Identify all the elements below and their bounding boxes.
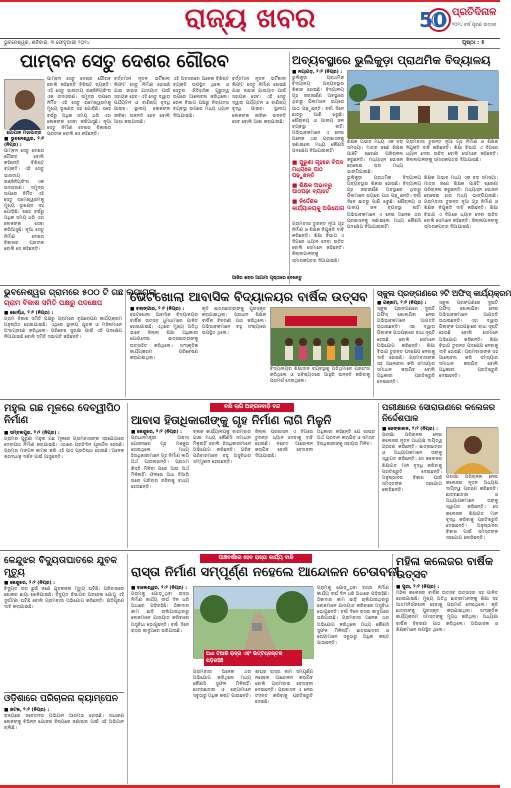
story10-dateline: ■ କେନ୍ଦୁଝର, ୨।୨ (ନିପ୍ର) : [4, 581, 56, 586]
story7-para3: ଜିଲ୍ଲା ପ୍ରଶାସନ ଏ ଦିଗରେ ତୁରନ୍ତ ଧ୍ୟାନ ଦେବାକୁ ଦାବି ହୋଇଛି। ନଚେତ ଆନ୍ଦୋଳନ କରାଯିବ ବୋଲି ଚେତାବନୀ ଦିଆଯାଇଛି। [255, 430, 313, 460]
section-title: ରାଜ୍ୟ ଖବର [184, 3, 316, 34]
story2-para1: ଭୁଲିକୁଡ଼ା ପ୍ରାଥମିକ ବିଦ୍ୟାଳୟ ଅବ୍ୟବସ୍ଥାର ଶିକାର ହୋଇଛି। ବିଦ୍ୟାଳୟ ଗୃହ ଜରାଜୀର୍ଣ୍ଣ ଅବସ୍ଥାରେ ଥିବାରୁ ପିଲାମାନେ ଭୟରେ ପାଠ ପଢ଼ୁଛନ୍ତି। ବର୍ଷା ଦିନେ ଛାତରୁ ପାଣି ଝରୁଛି। ଶୌଚାଳୟ ଓ ପାନୀୟ ଜଳ ବ୍ୟବସ୍ଥା ନାହିଁ। ଅଭିଭାବକମାନେ ଏ ନେଇ ଅନେକ ଥର ପ୍ରଶାସନକୁ ଜଣାଇଲେ ମଧ୍ୟ କୌଣସି ପଦକ୍ଷେପ ନିଆଯାଇନାହିଁ। [292, 76, 344, 155]
story8-dateline: ■ ଢେଙ୍କାନାଳ, ୨।୨ (ନିପ୍ର) : [382, 427, 438, 432]
column-divider-3 [373, 289, 374, 397]
story7-col4 [317, 430, 375, 546]
story1-portrait [4, 79, 44, 129]
paper-name: ପ୍ରତିଦିନାଳ [452, 7, 497, 18]
story4-col3 [270, 367, 370, 395]
story2-col6 [292, 222, 344, 282]
story5-col1 [377, 301, 435, 397]
story4-headline: ଭେଟଖୋଲା ଆବାସିକ ବିଦ୍ୟାଳୟର ବାର୍ଷିକ ଉତ୍ସବ [130, 289, 368, 304]
paper-tagline: ୨୦୨୪ ବର୍ଷ ପୂରଣ ଉତ୍ସବ [452, 23, 497, 28]
story3-body [4, 311, 122, 395]
story2-bullet-3: ■ ନିର୍ଦ୍ଦେଶକ କାର୍ଯ୍ୟାଳୟକୁ ଅଭିଯୋଗ [292, 198, 345, 212]
story3-subhead: ଗ୍ରାମ ବିକାଶ ସମିତି ପକ୍ଷରୁ ପଦକ୍ଷେପ [4, 299, 103, 307]
page-label: ପୃଷ୍ଠା : ୫ [462, 40, 485, 46]
story12-headline-wrap [396, 555, 498, 581]
story2-para3: ଗ୍ରାମବାସୀ ତୁରନ୍ତ ନୂଆ ଗୃହ ନିର୍ମାଣ ଓ ଶିକ୍ଷକ ନିଯୁକ୍ତି ଦାବି କରିଛନ୍ତି। ଶିକ୍ଷା ବିଭାଗ ଏ ଦିଗରେ ଧ୍ୟାନ ଦେବା ଉଚିତ ବୋଲି ସେମାନେ କହିଛନ୍ତି। ଜିଲ୍ଲାପାଳଙ୍କୁ ସ୍ମାରକପତ୍ର ଦିଆଯାଇଛି। [406, 140, 498, 164]
story2-para3b: ଗ୍ରାମବାସୀ ତୁରନ୍ତ ନୂଆ ଗୃହ ନିର୍ମାଣ ଓ ଶିକ୍ଷକ ନିଯୁକ୍ତି ଦାବି କରିଛନ୍ତି। ଶିକ୍ଷା ବିଭାଗ ଏ ଦିଗରେ ଧ୍ୟାନ ଦେବା ଉଚିତ ବୋଲି ସେମାନେ କହିଛନ୍ତି। ଜିଲ୍ଲାପାଳଙ୍କୁ ସ୍ମାରକପତ୍ର ଦିଆଯାଇଛି। [424, 200, 498, 230]
story9-para2: ଗ୍ରାମବାସୀ ଅନେକ ଥର ଅଭିଯୋଗ କରିଥିଲେ ମଧ୍ୟ କୌଣସି ସୁଫଳ ମିଳିନାହିଁ। ଛାତ୍ରଛାତ୍ରୀ ଓ ରୋଗୀମାନେ ସବୁଠାରୁ ଅଧିକ କଷ୍ଟ ପାଉଛନ୍ତି। [193, 670, 251, 700]
story7-para4: ଅଧିକାରୀ କହିଛନ୍ତି ଯେ ଶୀଘ୍ର ଅର୍ଥ ପ୍ରଦାନ କରାଯିବ ଓ ସମସ୍ତ ହିତାଧିକାରୀଙ୍କୁ ସହାୟତା ମିଳିବ। [317, 430, 375, 448]
story1-para2b: ବର୍ତ୍ତମାନ ନୂତନ ଭର୍ଟିକାଲ ଲିଫ୍ଟ ସେତୁ ନିର୍ମାଣ ହୋଇଛି ଯାହା ଜାହାଜ ଯାତାୟାତ ପାଇଁ ସହାୟକ ହେବ। ଏହି ସେତୁ ଦ୍ୱାରା ପର୍ଯ୍ୟଟନ ଓ ବାଣିଜ୍ୟ ବୃଦ୍ଧି ପାଇବ। ସ୍ଥାନୀୟ ଲୋକଙ୍କ ଜୀବିକା ଉନ୍ନତି ହେବ ବୋଲି ଆଶା କରାଯାଉଛି। [232, 77, 286, 125]
story2-dateline: ■ ନୟାଗଡ଼, ୨।୨ (ନିପ୍ର) : [292, 70, 343, 75]
story4-col1 [130, 307, 198, 395]
story2-headline: ଅବ୍ୟବସ୍ଥାରେ ଭୁଲିକୁଡ଼ା ପ୍ରାଥମିକ ବିଦ୍ୟାଳୟ [292, 53, 491, 67]
story7-para1: ପ୍ରଧାନମନ୍ତ୍ରୀ ଆବାସ ଯୋଜନାରେ ଗୃହ ମଞ୍ଜୁର ହୋଇଥିଲେ ମଧ୍ୟ ହିତାଧିକାରୀମାନେ ଗୃହ ନିର୍ମାଣ ଲାଗି ଅର୍ଥ ପାଉନାହାନ୍ତି। ପ୍ରଥମ କିସ୍ତି ମିଳିବା ପରେ ଆଉ ଅର୍ଥ ମିଳିନାହିଁ। ଫଳରେ ଅଧା ତିଆରି ଘରେ ପରିବାର ରହିବାକୁ ବାଧ୍ୟ ହେଉଛନ୍ତି। [131, 436, 189, 490]
story2-col5 [424, 176, 498, 282]
story9-photo-caption: ଅଧା ତିଆରି ରାସ୍ତା ଏବଂ ଭିତ୍ତିପ୍ରସ୍ତର ପଡ଼ିରହିଛି [206, 651, 283, 664]
annual-function-photo-icon [271, 308, 371, 366]
story9-kicker: ପାଞ୍ଚବର୍ଷରେ ହେବ ରାସ୍ତା କାର୍ଯ୍ୟ ବାକି [218, 555, 294, 561]
story8-portrait [446, 427, 498, 473]
story7-col2 [193, 430, 251, 546]
story2-bullet-box [292, 160, 346, 220]
story4-para3: ବିଦ୍ୟାଳୟର ଶିକ୍ଷାଦାନ ବ୍ୟବସ୍ଥାକୁ ଅତିଥିମାନେ ପ୍ରଶଂସା କରିଥିଲେ ଓ ଭବିଷ୍ୟତରେ ଆହୁରି ଉନ୍ନତି କରିବାକୁ ପରାମର୍ଶ ଦେଇଥିଲେ। [270, 367, 370, 385]
anniversary-number: 50 [419, 8, 447, 32]
story1-para3: ଏହି ଅବସରରେ ଅନେକ ବିଶିଷ୍ଟ ବ୍ୟକ୍ତି ଉପସ୍ଥିତ ଥିଲେ ଓ ସେତୁର ଐତିହାସିକ ଗୁରୁତ୍ୱ ଉପରେ ଆଲୋଚନା କରିଥିଲେ। ରେଳ ବିଭାଗ ପକ୍ଷରୁ ନିରାପତ୍ତା ବ୍ୟବସ୍ଥା ଉପରେ ମଧ୍ୟ ଧ୍ୟାନ ଦିଆଯାଇଛି। [173, 77, 229, 119]
story8-headline-wrap [382, 403, 498, 424]
story8-para: ପରୀକ୍ଷା ପରିଚାଳନା ନେଇ କଲେଜର ନୂତନ ଅଧ୍ୟକ୍ଷ ଦାୟିତ୍ୱ ଗ୍ରହଣ କରିଛନ୍ତି। ଛାତ୍ରଛାତ୍ରୀ ଓ ଅଧ୍ୟାପକମାନେ ତାଙ୍କୁ ସ୍ୱାଗତ କରିଛନ୍ତି। ସେ କଲେଜର ଶିକ୍ଷାଗତ ମାନ ବୃଦ୍ଧି କରିବାକୁ ପ୍ରତିଶ୍ରୁତି ଦେଇଛନ୍ତି। ଅନୁଷ୍ଠାନର ବିକାଶ ପାଇଁ ସମସ୍ତଙ୍କ ସହଯୋଗ ଲୋଡ଼ିଛନ୍ତି। [382, 433, 442, 493]
story4-para2: କୃତି ଛାତ୍ରଛାତ୍ରୀଙ୍କୁ ପୁରସ୍କୃତ କରାଯାଇଥିଲା। ପ୍ରଧାନ ଶିକ୍ଷକ ବାର୍ଷିକ ବିବରଣୀ ପାଠ କରିଥିଲେ। ଅଭିଭାବକମାନେ ବହୁ ସଂଖ୍ୟାରେ ଉପସ୍ଥିତ ଥିଲେ। [202, 307, 266, 337]
story2-para1b: ଭୁଲିକୁଡ଼ା ପ୍ରାଥମିକ ବିଦ୍ୟାଳୟ ଅବ୍ୟବସ୍ଥାର ଶିକାର ହୋଇଛି। ବିଦ୍ୟାଳୟ ଗୃହ ଜରାଜୀର୍ଣ୍ଣ ଅବସ୍ଥାରେ ଥିବାରୁ ପିଲାମାନେ ଭୟରେ ପାଠ ପଢ଼ୁଛନ୍ତି। ବର୍ଷା ଦିନେ ଛାତରୁ ପାଣି ଝରୁଛି। ଶୌଚାଳୟ ଓ ପାନୀୟ ଜଳ ବ୍ୟବସ୍ଥା ନାହିଁ। ଅଭିଭାବକମାନେ ଏ ନେଇ ଅନେକ ଥର ପ୍ରଶାସନକୁ ଜଣାଇଲେ ମଧ୍ୟ କୌଣସି ପଦକ୍ଷେପ ନିଆଯାଇନାହିଁ। [347, 176, 421, 230]
story10-headline: କେନ୍ଦୁଝର ବିଦ୍ୟୁତାଘାତରେ ଯୁବକ ମୃତ୍ୟୁ [4, 555, 118, 578]
column-divider-6 [127, 554, 128, 784]
story1-col2 [47, 77, 111, 281]
story7-kicker-box [210, 403, 294, 412]
story7-col1 [131, 430, 189, 546]
story3-dateline: ■ ଖୋର୍ଦ୍ଧା, ୨।୨ (ନିପ୍ର) : [4, 311, 54, 316]
story2-col4 [347, 176, 421, 282]
story6-dateline: ■ ସମ୍ବଲପୁର, ୨।୨ (ନିପ୍ର) : [4, 431, 60, 436]
story8-col2 [446, 475, 498, 547]
school-building-photo-icon [348, 71, 499, 139]
story8-para-b: ପରୀକ୍ଷା ପରିଚାଳନା ନେଇ କଲେଜର ନୂତନ ଅଧ୍ୟକ୍ଷ ଦାୟିତ୍ୱ ଗ୍ରହଣ କରିଛନ୍ତି। ଛାତ୍ରଛାତ୍ରୀ ଓ ଅଧ୍ୟାପକମାନେ ତାଙ୍କୁ ସ୍ୱାଗତ କରିଛନ୍ତି। ସେ କଲେଜର ଶିକ୍ଷାଗତ ମାନ ବୃଦ୍ଧି କରିବାକୁ ପ୍ରତିଶ୍ରୁତି ଦେଇଛନ୍ତି। ଅନୁଷ୍ଠାନର ବିକାଶ ପାଇଁ ସମସ୍ତଙ୍କ ସହଯୋଗ ଲୋଡ଼ିଛନ୍ତି। [446, 475, 498, 541]
story9-para2b: ଗ୍ରାମବାସୀ ଅନେକ ଥର ଅଭିଯୋଗ କରିଥିଲେ ମଧ୍ୟ କୌଣସି ସୁଫଳ ମିଳିନାହିଁ। ଛାତ୍ରଛାତ୍ରୀ ଓ ରୋଗୀମାନେ ସବୁଠାରୁ ଅଧିକ କଷ୍ଟ ପାଉଛନ୍ତି। [317, 616, 389, 646]
story8-headline: ପରୀକ୍ଷାରେ ସୋରାଉଣରେ କଲେଜର ନିର୍ଦ୍ଦେଶପାଳ [382, 403, 496, 424]
story9-headline: ରାସ୍ତା ନିର୍ମାଣ ସମ୍ପୂର୍ଣ୍ଣ ନହେଲେ ଆନ୍ଦୋଳନ ଚେତାବନୀ [131, 565, 400, 580]
story9-dateline: ■ ବାଲେଶ୍ୱର, ୨।୨ (ନିପ୍ର) : [131, 586, 188, 591]
story7-dateline: ■ କେନ୍ଦୁଝର, ୨।୨ (ନିପ୍ର) : [131, 430, 183, 435]
story5-headline: ସ୍କୁଲ ପ୍ରଙ୍ଗଣରେ ୨ଟି ଅଫିସ୍ କାର୍ଯ୍ୟକ୍ରମ [377, 289, 511, 298]
story10-body [4, 581, 124, 689]
story1-col3 [114, 77, 170, 281]
column-divider-5 [378, 403, 379, 548]
story11-para: ରାଜ୍ୟରେ ସଚେତନତା ଅଭିଯାନ ଆରମ୍ଭ ହୋଇଛି। ସାଧାରଣ ଲୋକଙ୍କୁ ବିଭିନ୍ନ ଯୋଜନା ବିଷୟରେ ଜଣାଇବା ପାଇଁ ଏହି ଅଭିଯାନ ଚାଲିଛି। [4, 714, 124, 732]
story1-headline: ପାମ୍ବନ ସେତୁ ଦେଶର ଗୌରବ [20, 51, 229, 72]
story4-para1: ଭେଟଖୋଲା ଆବାସିକ ବିଦ୍ୟାଳୟର ବାର୍ଷିକ ଉତ୍ସବ ଧୁମଧାମରେ ପାଳିତ ହୋଇଯାଇଛି। ଏଥିରେ ମୁଖ୍ୟ ଅତିଥି ଭାବେ ଜିଲ୍ଲା ଶିକ୍ଷା ଅଧିକାରୀ ଯୋଗଦେଇ ଛାତ୍ରଛାତ୍ରୀଙ୍କୁ ଉତ୍ସାହିତ କରିଥିଲେ। ସାଂସ୍କୃତିକ କାର୍ଯ୍ୟକ୍ରମ ପରିବେଷଣ କରାଯାଇଥିଲା। [130, 313, 198, 361]
story2-bullet-2: ■ ଶିକ୍ଷକ ଅଭାବରୁ ପାଠପଢ଼ା ବ୍ୟାହତ [292, 182, 333, 196]
story7-headline: ଆବାସ ହିତାଧିକାରୀଙ୍କୁ ଗୃହ ନିର୍ମାଣ ଲାଗି ମିଳୁନି [131, 413, 332, 427]
story9-col1 [131, 586, 189, 782]
story11-body [4, 708, 124, 782]
story2-para2b: ଶିକ୍ଷକ ଅଭାବ ମଧ୍ୟ ଏକ ବଡ଼ ସମସ୍ୟା। ମାତ୍ର ଜଣେ ଶିକ୍ଷକ ପାଞ୍ଚଟି ଶ୍ରେଣୀ ପରିଚାଳନା କରୁଛନ୍ତି। ମଧ୍ୟାହ୍ନ ଭୋଜନ ରୋଷେଇ ଘର ମଧ୍ୟ ଭାଙ୍ଗିଯାଇଛି। [424, 176, 498, 200]
story7-col3 [255, 430, 313, 546]
story9-kicker-box [200, 554, 312, 563]
story7-para2: ବ୍ଲକ କାର୍ଯ୍ୟାଳୟକୁ ବାରମ୍ବାର ଯାଇ ମଧ୍ୟ କୌଣସି ସମାଧାନ ମିଳୁନାହିଁ ବୋଲି ହିତାଧିକାରୀମାନେ ଅଭିଯୋଗ କରିଛନ୍ତି। ଗରିବ ପରିବାରମାନେ ବହୁ ଅସୁବିଧାର ସମ୍ମୁଖୀନ ହେଉଛନ୍ତି। [193, 430, 251, 466]
story3-headline: ଭୁବନେଶ୍ୱର ଗ୍ରାମରେ ୫୦୦ ଟି ଗଛ ଲଗାଗଲା [4, 288, 157, 298]
story9-para1: ଗ୍ରାମକୁ ଯୋଡ଼ୁଥିବା ରାସ୍ତା ନିର୍ମାଣ କାର୍ଯ୍ୟ ଦୀର୍ଘ ଦିନ ଧରି ଅଧାରେ ପଡ଼ିରହିଛି। ଠିକାଦାର କାମ ଛାଡ଼ି ଚାଲିଯାଇଥିବାରୁ ଲୋକମାନେ ଯାତାୟାତ କରିବାରେ ଅସୁବିଧା ଭୋଗୁଛନ୍ତି। ବର୍ଷା ଦିନେ ରାସ୍ତା କାଦୁଅରେ ଭରିଯାଉଛି। [131, 592, 189, 634]
date-line: ଭୁବନେଶ୍ୱର, ଶନିବାର, ୩ ଫେବୃଆରୀ ୨୦୨୪ [4, 40, 90, 46]
story5-para: ସ୍କୁଲ ପ୍ରଙ୍ଗଣରେ ଦୁଇଟି ଅଫିସ୍ ଖୋଲାଯିବା ନେଇ ଅଭିଭାବକମାନେ ଆପତ୍ତି ଉଠାଇଛନ୍ତି। ଏହା ଦ୍ୱାରା ପିଲାଙ୍କ ପାଠପଢ଼ାରେ ବାଧା ସୃଷ୍ଟି ହେଉଛି ବୋଲି ସେମାନେ ଅଭିଯୋଗ କରିଛନ୍ତି। ଶିକ୍ଷା ବିଭାଗ ତୁରନ୍ତ ପଦକ୍ଷେପ ନେବାକୁ ଦାବି ହୋଇଛି। ଗ୍ରାମବାସୀଙ୍କ ସହ ଆଲୋଚନା କରି ସମସ୍ୟାର ସମାଧାନ କରାଯିବ ବୋଲି ଅଧିକାରୀ ପ୍ରତିଶ୍ରୁତି ଦେଇଛନ୍ତି। [377, 307, 435, 386]
story9-caption-box [204, 650, 302, 666]
story9-para3: ଶୀଘ୍ର ରାସ୍ତା କାମ ସମ୍ପୂର୍ଣ୍ଣ ନହେଲେ ଆନ୍ଦୋଳନ କରାଯିବ ବୋଲି ଗ୍ରାମବାସୀ ଚେତାବନୀ ଦେଇଛନ୍ତି। ପ୍ରଶାସନ ଏ ନେଇ ତଦନ୍ତ କରିବାକୁ ପ୍ରତିଶ୍ରୁତି ଦେଇଛି। [255, 670, 313, 706]
story5-dateline: ■ ଗଞ୍ଜାମ, ୨।୨ (ନିପ୍ର) : [377, 301, 427, 306]
story4-dateline: ■ ବଲାଙ୍ଗୀର, ୨।୨ (ନିପ୍ର) : [130, 307, 185, 312]
story11-headline: ଓଡ଼ିଶାରେ ପରିଚାଳନା କ୍ୟାମ୍ପେନ [4, 694, 118, 704]
story1-col1 [4, 137, 44, 281]
column-divider-4 [127, 403, 128, 548]
story9-col4 [317, 586, 389, 782]
story1-col4 [173, 77, 229, 281]
story10-para: ବିଦ୍ୟୁତ ତାର ଛୁଇଁ ଜଣେ ଯୁବକଙ୍କ ମୃତ୍ୟୁ ଘଟିଛି। ପରିବାରରେ ଶୋକର ଛାୟା ଖେଳିଯାଇଛି। ବିଦ୍ୟୁତ ବିଭାଗର ଅବହେଳା ଯୋଗୁ ଏହି ଦୁର୍ଘଟଣା ଘଟିଛି ବୋଲି ଗ୍ରାମବାସୀ ଅଭିଯୋଗ କରିଛନ୍ତି। କ୍ଷତିପୂରଣ ଦାବି କରାଯାଇଛି। [4, 587, 124, 611]
story3-para: ଗ୍ରାମ ବିକାଶ ସମିତି ପକ୍ଷରୁ ଗ୍ରାମରେ ବୃକ୍ଷରୋପଣ କାର୍ଯ୍ୟକ୍ରମ ଅନୁଷ୍ଠିତ ହୋଇଯାଇଛି। ଏଥିରେ ସ୍ଥାନୀୟ ଯୁବକ ଓ ମହିଳାମାନେ ଅଂଶଗ୍ରହଣ କରିଥିଲେ। ପରିବେଶ ସୁରକ୍ଷା ପାଇଁ ଏହି ପଦକ୍ଷେପ ନିଆଯାଇଛି ବୋଲି ସମିତି ସଭାପତି କହିଛନ୍ତି। [4, 317, 122, 341]
principal-portrait-icon [447, 428, 499, 474]
story9-para1b: ଗ୍ରାମକୁ ଯୋଡ଼ୁଥିବା ରାସ୍ତା ନିର୍ମାଣ କାର୍ଯ୍ୟ ଦୀର୍ଘ ଦିନ ଧରି ଅଧାରେ ପଡ଼ିରହିଛି। ଠିକାଦାର କାମ ଛାଡ଼ି ଚାଲିଯାଇଥିବାରୁ ଲୋକମାନେ ଯାତାୟାତ କରିବାରେ ଅସୁବିଧା ଭୋଗୁଛନ୍ତି। ବର୍ଷା ଦିନେ ରାସ୍ତା କାଦୁଅରେ ଭରିଯାଉଛି। [317, 586, 389, 622]
story9-road-photo [193, 586, 313, 658]
section-divider-2 [0, 399, 500, 400]
masthead-divider [0, 38, 500, 39]
story2-col1 [292, 70, 344, 156]
story10-divider [4, 692, 124, 693]
story12-para: ମହିଳା କଲେଜର ବାର୍ଷିକ ଉତ୍ସବ ଉତ୍ସାହର ସହ ପାଳିତ ହୋଇଯାଇଛି। ମୁଖ୍ୟ ଅତିଥି ଛାତ୍ରୀମାନଙ୍କୁ ଶିକ୍ଷା ସହ ଆତ୍ମନିର୍ଭରଶୀଳ ହେବାକୁ ପରାମର୍ଶ ଦେଇଥିଲେ। କୃତି ଛାତ୍ରୀଙ୍କୁ ପୁରସ୍କୃତ କରାଯାଇଥିଲା। ସାଂସ୍କୃତିକ କାର୍ଯ୍ୟକ୍ରମ ସମସ୍ତଙ୍କୁ ମୁଗ୍ଧ କରିଥିଲା। ଅଧ୍ୟକ୍ଷା ବାର୍ଷିକ ବିବରଣୀ ପାଠ କରିଥିଲେ। ଅଭିଭାବକ ଓ ଶିକ୍ଷକମାନେ ଉପସ୍ଥିତ ଥିଲେ। [396, 591, 498, 633]
story12-headline: ମହିଳା କଲେଜର ବାର୍ଷିକ ଉତ୍ସବ [396, 555, 494, 581]
story2-bullet-1: ■ ପୁରୁଣା ଗୃହରେ ବିପଦ ମଧ୍ୟରେ ପାଠ ପଢ଼ୁଛନ୍ତି [292, 160, 344, 180]
story1-para1: ପାମ୍ବନ ସେତୁ ଦେଶର ଗୌରବ ବୋଲି କହିଛନ୍ତି ବିଶିଷ୍ଟ ବ୍ୟକ୍ତି। ଏହି ସେତୁ ଭାରତୀୟ ଇଞ୍ଜିନିୟରିଂର ଏକ ଉଦାହରଣ। ସମୁଦ୍ର ଉପରେ ନିର୍ମିତ ଏହି ସେତୁ ରାମେଶ୍ୱରମକୁ ମୁଖ୍ୟ ଭୂଖଣ୍ଡ ସହ ଯୋଡ଼ିଛି। ଶହେ ବର୍ଷରୁ ଅଧିକ ସମୟ ଧରି ଏହା ଲୋକଙ୍କ ସେବା କରିଆସୁଛି। ନୂଆ ସେତୁ ନିର୍ମାଣ ଦେଶର ବିକାଶର ପ୍ରତୀକ ବୋଲି ସେ କହିଛନ୍ତି। [4, 149, 44, 252]
road-construction-photo-icon [194, 587, 314, 659]
story9-col3 [255, 670, 313, 782]
story2-para3c: ଗ୍ରାମବାସୀ ତୁରନ୍ତ ନୂଆ ଗୃହ ନିର୍ମାଣ ଓ ଶିକ୍ଷକ ନିଯୁକ୍ତି ଦାବି କରିଛନ୍ତି। ଶିକ୍ଷା ବିଭାଗ ଏ ଦିଗରେ ଧ୍ୟାନ ଦେବା ଉଚିତ ବୋଲି ସେମାନେ କହିଛନ୍ତି। ଜିଲ୍ଲାପାଳଙ୍କୁ ସ୍ମାରକପତ୍ର ଦିଆଯାଇଛି। [292, 222, 344, 264]
story12-body [396, 585, 498, 782]
story5-para-b: ସ୍କୁଲ ପ୍ରଙ୍ଗଣରେ ଦୁଇଟି ଅଫିସ୍ ଖୋଲାଯିବା ନେଇ ଅଭିଭାବକମାନେ ଆପତ୍ତି ଉଠାଇଛନ୍ତି। ଏହା ଦ୍ୱାରା ପିଲାଙ୍କ ପାଠପଢ଼ାରେ ବାଧା ସୃଷ୍ଟି ହେଉଛି ବୋଲି ସେମାନେ ଅଭିଯୋଗ କରିଛନ୍ତି। ଶିକ୍ଷା ବିଭାଗ ତୁରନ୍ତ ପଦକ୍ଷେପ ନେବାକୁ ଦାବି ହୋଇଛି। ଗ୍ରାମବାସୀଙ୍କ ସହ ଆଲୋଚନା କରି ସମସ୍ୟାର ସମାଧାନ କରାଯିବ ବୋଲି ଅଧିକାରୀ ପ୍ରତିଶ୍ରୁତି ଦେଇଛନ୍ତି। [439, 301, 498, 380]
story1-para2: ବର୍ତ୍ତମାନ ନୂତନ ଭର୍ଟିକାଲ ଲିଫ୍ଟ ସେତୁ ନିର୍ମାଣ ହୋଇଛି ଯାହା ଜାହାଜ ଯାତାୟାତ ପାଇଁ ସହାୟକ ହେବ। ଏହି ସେତୁ ଦ୍ୱାରା ପର୍ଯ୍ୟଟନ ଓ ବାଣିଜ୍ୟ ବୃଦ୍ଧି ପାଇବ। ସ୍ଥାନୀୟ ଲୋକଙ୍କ ଜୀବିକା ଉନ୍ନତି ହେବ ବୋଲି ଆଶା କରାଯାଉଛି। [114, 77, 170, 125]
column-divider-7 [392, 554, 393, 784]
story6-headline-line [4, 403, 124, 427]
story7-kicker: ବାସି ଲାଗି ଅଙ୍ଗନବାଡ଼ି ବନ୍ଦ [223, 404, 281, 410]
story4-event-photo [270, 307, 370, 365]
date-divider [0, 48, 500, 49]
story4-col2 [202, 307, 266, 395]
story1-dateline: ■ ଭୁବନେଶ୍ୱର, ୨।୨ (ନିପ୍ର) : [4, 137, 44, 149]
story1-footer: ଆଜିର ଖବର ଆଗାମୀ ପୃଷ୍ଠାରେ ଦେଖନ୍ତୁ [232, 276, 302, 281]
story9-col2 [193, 670, 251, 782]
story2-school-photo [347, 70, 498, 138]
story6-body [4, 431, 124, 545]
story2-para2: ଶିକ୍ଷକ ଅଭାବ ମଧ୍ୟ ଏକ ବଡ଼ ସମସ୍ୟା। ମାତ୍ର ଜଣେ ଶିକ୍ଷକ ପାଞ୍ଚଟି ଶ୍ରେଣୀ ପରିଚାଳନା କରୁଛନ୍ତି। ମଧ୍ୟାହ୍ନ ଭୋଜନ ରୋଷେଇ ଘର ମଧ୍ୟ ଭାଙ୍ଗିଯାଇଛି। [347, 140, 403, 176]
story10-headline-wrap [4, 555, 124, 578]
portrait-photo-icon [5, 80, 45, 130]
story11-dateline: ■ କଟକ, ୨।୨ (ନିପ୍ର) : [4, 708, 50, 713]
story5-col2 [439, 301, 498, 397]
story1-col5 [232, 77, 286, 273]
story1-para1b: ପାମ୍ବନ ସେତୁ ଦେଶର ଗୌରବ ବୋଲି କହିଛନ୍ତି ବିଶିଷ୍ଟ ବ୍ୟକ୍ତି। ଏହି ସେତୁ ଭାରତୀୟ ଇଞ୍ଜିନିୟରିଂର ଏକ ଉଦାହରଣ। ସମୁଦ୍ର ଉପରେ ନିର୍ମିତ ଏହି ସେତୁ ରାମେଶ୍ୱରମକୁ ମୁଖ୍ୟ ଭୂଖଣ୍ଡ ସହ ଯୋଡ଼ିଛି। ଶହେ ବର୍ଷରୁ ଅଧିକ ସମୟ ଧରି ଏହା ଲୋକଙ୍କ ସେବା କରିଆସୁଛି। ନୂଆ ସେତୁ ନିର୍ମାଣ ଦେଶର ବିକାଶର ପ୍ରତୀକ ବୋଲି ସେ କହିଛନ୍ତି। [47, 77, 111, 137]
top-accent-bar [0, 0, 500, 2]
column-divider-main [289, 52, 290, 284]
section-divider-3 [0, 550, 500, 551]
story8-col1 [382, 427, 442, 547]
story12-dateline: ■ ପୁରୀ, ୨।୨ (ନିପ୍ର) : [396, 585, 440, 590]
section-divider-1 [0, 285, 500, 286]
story6-headline: ମହୁଲ ଗଛ ମୂଳରେ ଦେବ୍ୱୀପିଠ ନିର୍ମାଣ [4, 403, 121, 426]
story2-col3 [406, 140, 498, 174]
story6-para: ଗ୍ରାମର ପୁରୁଣା ମହୁଲ ଗଛ ମୂଳରେ ଗ୍ରାମବାସୀଙ୍କ ସହଯୋଗରେ ଦେବୀପୀଠ ନିର୍ମାଣ କରାଯାଇଛି। ଏଠାରେ ପ୍ରତିଦିନ ପୂଜାର୍ଚ୍ଚନା ହେଉଛି। ଗ୍ରାମର ମଙ୍ଗଳ କାମନା କରି ଏହି ପୀଠ ପ୍ରତିଷ୍ଠା ହୋଇଛି। ଅନେକ ଶ୍ରଦ୍ଧାଳୁ ଦର୍ଶନ ପାଇଁ ଆସୁଛନ୍ତି। [4, 437, 124, 461]
column-divider-2 [125, 289, 126, 397]
story2-col2 [347, 140, 403, 174]
story1-byline: ଗୋପାଳ ମହାପାତ୍ର [6, 131, 42, 136]
anniversary-logo [418, 5, 452, 35]
